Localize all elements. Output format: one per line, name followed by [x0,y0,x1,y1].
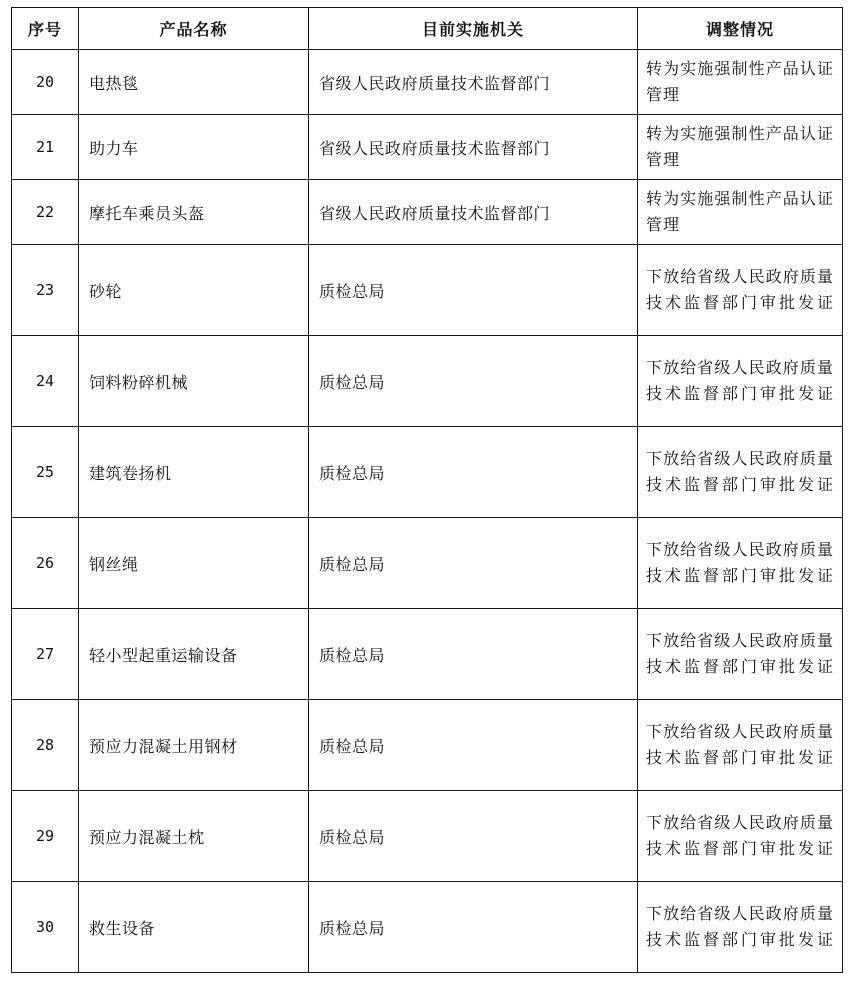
table-row [12,518,843,609]
row-adjustment: 下放给省级人民政府质量技术监督部门审批发证 [646,722,834,767]
row-product-name: 轻小型起重运输设备 [79,609,309,700]
row-serial-number: 26 [12,518,79,609]
table-row [12,336,843,427]
row-current-authority: 质检总局 [309,245,638,336]
row-adjustment-cell [638,336,843,427]
table-row [12,50,843,115]
row-serial-number: 20 [12,50,79,115]
row-adjustment-cell [638,180,843,245]
row-adjustment: 下放给省级人民政府质量技术监督部门审批发证 [646,449,834,494]
row-product-name: 建筑卷扬机 [79,427,309,518]
row-adjustment: 转为实施强制性产品认证管理 [646,189,834,234]
row-adjustment-cell [638,427,843,518]
row-adjustment: 下放给省级人民政府质量技术监督部门审批发证 [646,540,834,585]
row-adjustment-cell [638,791,843,882]
row-current-authority: 省级人民政府质量技术监督部门 [309,115,638,180]
row-adjustment: 下放给省级人民政府质量技术监督部门审批发证 [646,631,834,676]
row-adjustment: 下放给省级人民政府质量技术监督部门审批发证 [646,267,834,312]
table-row [12,245,843,336]
row-current-authority: 省级人民政府质量技术监督部门 [309,180,638,245]
row-adjustment: 下放给省级人民政府质量技术监督部门审批发证 [646,904,834,949]
row-adjustment: 下放给省级人民政府质量技术监督部门审批发证 [646,358,834,403]
row-product-name: 饲料粉碎机械 [79,336,309,427]
header-adjustment: 调整情况 [638,8,843,50]
row-adjustment: 转为实施强制性产品认证管理 [646,59,834,104]
row-adjustment-cell [638,700,843,791]
table-row [12,700,843,791]
row-adjustment: 转为实施强制性产品认证管理 [646,124,834,169]
row-product-name: 救生设备 [79,882,309,973]
row-adjustment-cell [638,50,843,115]
row-product-name: 钢丝绳 [79,518,309,609]
row-serial-number: 29 [12,791,79,882]
header-current-authority: 目前实施机关 [309,8,638,50]
row-serial-number: 28 [12,700,79,791]
row-product-name: 助力车 [79,115,309,180]
adjustment-table [11,7,843,973]
row-adjustment-cell [638,518,843,609]
row-serial-number: 24 [12,336,79,427]
row-adjustment-cell [638,609,843,700]
row-current-authority: 质检总局 [309,609,638,700]
row-product-name: 砂轮 [79,245,309,336]
table-row [12,791,843,882]
row-current-authority: 质检总局 [309,336,638,427]
row-adjustment-cell [638,115,843,180]
row-current-authority: 质检总局 [309,700,638,791]
row-product-name: 摩托车乘员头盔 [79,180,309,245]
row-current-authority: 质检总局 [309,791,638,882]
row-serial-number: 25 [12,427,79,518]
table-row [12,427,843,518]
table-header-row [12,8,843,50]
header-product-name: 产品名称 [79,8,309,50]
row-serial-number: 23 [12,245,79,336]
row-adjustment: 下放给省级人民政府质量技术监督部门审批发证 [646,813,834,858]
table-row [12,115,843,180]
row-serial-number: 30 [12,882,79,973]
row-serial-number: 22 [12,180,79,245]
row-product-name: 预应力混凝土枕 [79,791,309,882]
row-adjustment-cell [638,245,843,336]
row-serial-number: 27 [12,609,79,700]
table-row [12,882,843,973]
row-current-authority: 质检总局 [309,427,638,518]
table-row [12,180,843,245]
row-adjustment-cell [638,882,843,973]
row-current-authority: 质检总局 [309,882,638,973]
row-current-authority: 省级人民政府质量技术监督部门 [309,50,638,115]
row-current-authority: 质检总局 [309,518,638,609]
row-serial-number: 21 [12,115,79,180]
row-product-name: 电热毯 [79,50,309,115]
table-row [12,609,843,700]
row-product-name: 预应力混凝土用钢材 [79,700,309,791]
header-serial-number: 序号 [12,8,79,50]
